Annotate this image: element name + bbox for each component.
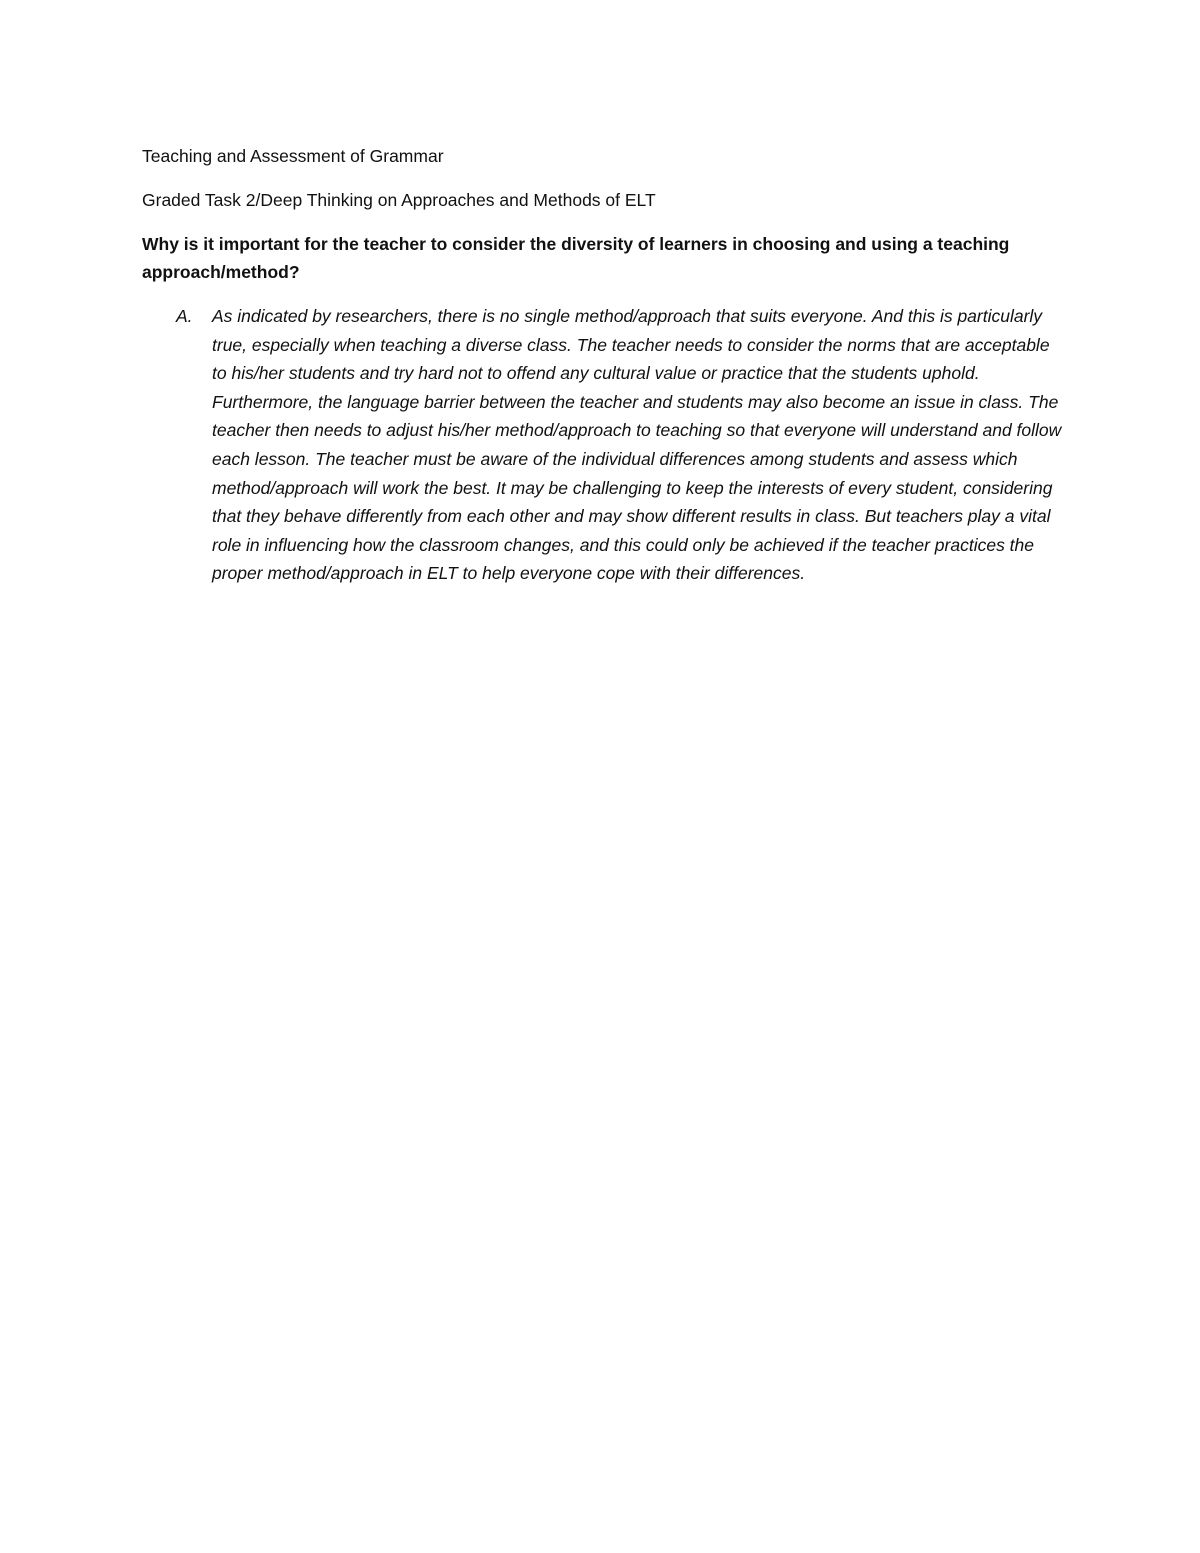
document-body <box>142 144 1062 588</box>
document-subtitle: Graded Task 2/Deep Thinking on Approaches and Methods of ELT <box>142 190 656 210</box>
answer-text: As indicated by researchers, there is no single method/approach that suits everyone. And this is particularly true, especially when teaching a diverse class. The teacher needs to consider the norms that are acceptable to his/her students and try hard not to offend any cultural value or practice that the students uphold. Furthermore, the language barrier between the teacher and students may also become an issue in class. The teacher then needs to adjust his/her method/approach to teaching so that everyone will understand and follow each lesson. The teacher must be aware of the individual differences among students and assess which method/approach will work the best. It may be challenging to keep the interests of every student, considering that they behave differently from each other and may show different results in class. But teachers play a vital role in influencing how the classroom changes, and this could only be achieved if the teacher practices the proper method/approach in ELT to help everyone cope with their differences. <box>212 306 1062 584</box>
question-heading: Why is it important for the teacher to consider the diversity of learners in choosing and using a teaching approach/method? <box>142 234 1010 282</box>
answer-list <box>142 302 1062 588</box>
document-title: Teaching and Assessment of Grammar <box>142 146 444 166</box>
answer-marker: A. <box>176 306 193 326</box>
answer-item <box>142 302 1062 588</box>
